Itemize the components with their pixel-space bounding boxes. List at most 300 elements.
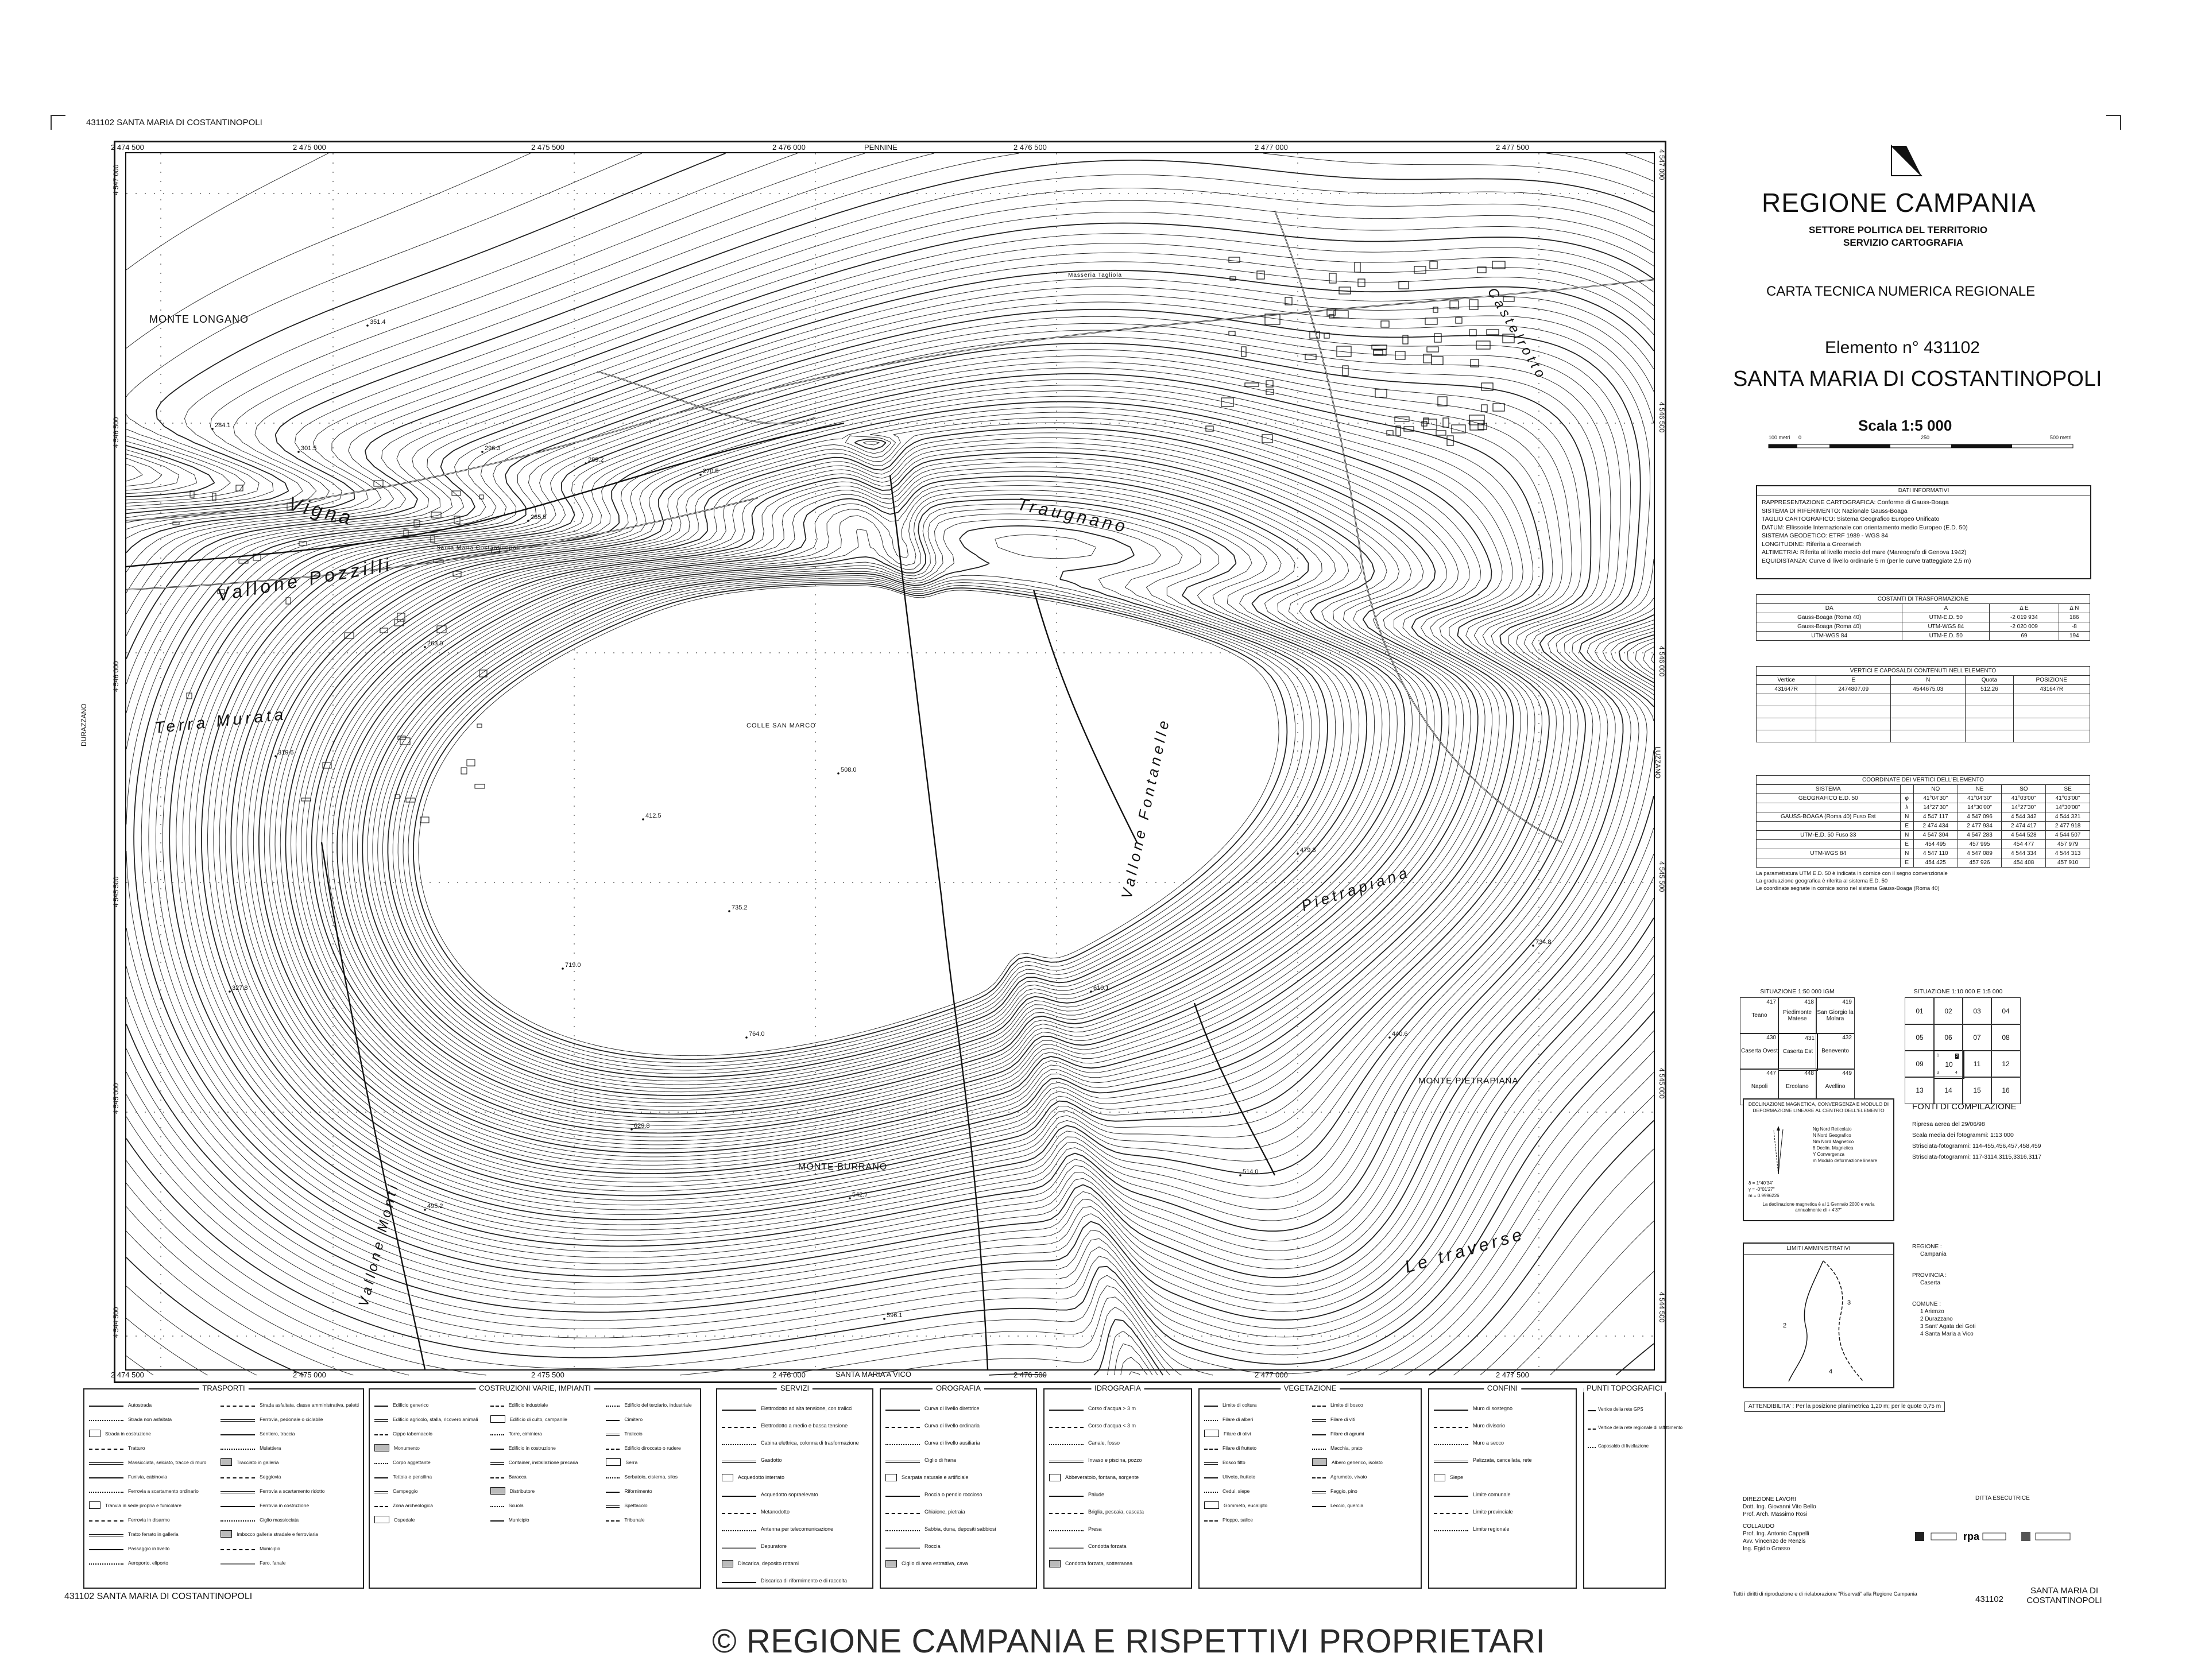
legend-item xyxy=(1049,1417,1187,1434)
situazione-10000 xyxy=(1892,989,2024,1115)
dept-line-1: SETTORE POLITICA DEL TERRITORIO xyxy=(1809,224,1988,235)
legend-symbol xyxy=(1204,1417,1218,1421)
legend-label: Ferrovia, pedonale o ciclabile xyxy=(260,1416,323,1422)
building xyxy=(301,798,311,801)
comune-item: 1 Arienzo xyxy=(1920,1309,1944,1315)
dati-line: SISTEMA GEODETICO: ETRF 1989 - WGS 84 xyxy=(1762,532,1888,539)
road-center xyxy=(126,280,1654,521)
situazione-10k-cell: 15 xyxy=(1962,1077,1992,1104)
legend-item xyxy=(885,1555,1032,1572)
sheet-code-bottom-right: 431102 xyxy=(1975,1594,2003,1604)
situazione-sub: 4 xyxy=(1955,1070,1958,1075)
rights-text: Tutti i diritti di riproduzione e di rielaborazione "Riservati" alla Regione Campania xyxy=(1733,1591,1917,1597)
table-cell: 2 474 434 xyxy=(1913,822,1958,831)
legend-label: Ospedale xyxy=(394,1516,415,1523)
legend-label: Limite regionale xyxy=(1473,1526,1510,1532)
legend-item xyxy=(722,1434,869,1451)
legend-label: Muro a secco xyxy=(1473,1440,1504,1446)
road xyxy=(1275,211,1562,842)
spot-height-dot xyxy=(481,451,483,453)
legend-label: Faro, fanale xyxy=(260,1559,286,1566)
legend-symbol xyxy=(606,1403,620,1407)
compass-diagram-icon xyxy=(1761,1125,1796,1176)
legend-symbol xyxy=(885,1407,920,1411)
spot-height-label: 301.5 xyxy=(301,445,317,452)
contour-line xyxy=(126,234,1654,1312)
contour-line xyxy=(202,343,1591,1220)
legend-item xyxy=(89,1426,215,1441)
legend-label: Spettacolo xyxy=(624,1502,648,1508)
legend-item xyxy=(885,1469,1032,1486)
table-cell: UTM-E.D. 50 xyxy=(1902,632,1990,641)
legend-item xyxy=(490,1441,603,1455)
legend-label: Muro di sostegno xyxy=(1473,1406,1513,1411)
spot-height-dot xyxy=(1239,1174,1241,1176)
place-name: Vallone Monti xyxy=(355,1180,402,1309)
legend-symbol xyxy=(885,1474,897,1481)
stream xyxy=(1034,590,1137,842)
spot-height-dot xyxy=(1090,990,1092,993)
table-cell: 4 544 507 xyxy=(2046,831,2090,840)
legend-costruzioni xyxy=(369,1384,701,1589)
legend-item xyxy=(1204,1398,1309,1412)
situazione-10k-cell: 08 xyxy=(1991,1024,2021,1051)
table-cell xyxy=(1757,803,1901,812)
legend-item xyxy=(220,1527,359,1541)
table-cell: UTM-E.D. 50 Fuso 33 xyxy=(1757,831,1901,840)
legend-symbol xyxy=(1312,1503,1326,1507)
table-cell: E xyxy=(1900,858,1913,868)
situazione-number: 431 xyxy=(1805,1035,1815,1042)
place-name: Terra Murata xyxy=(153,704,288,737)
legend-label: Pioppo, salice xyxy=(1223,1516,1253,1523)
contour-line xyxy=(208,350,1581,1215)
legend-item xyxy=(606,1469,696,1484)
dept-line-2: SERVIZIO CARTOGRAFIA xyxy=(1843,237,1964,248)
coordinate-vertici-box xyxy=(1756,775,2090,892)
table-cell: 194 xyxy=(2059,632,2090,641)
legend-symbol xyxy=(885,1527,920,1531)
vertici-title: VERTICI E CAPOSALDI CONTENUTI NELL'ELEMENTO xyxy=(1757,667,2090,676)
spot-height-dot xyxy=(837,772,840,775)
legend-label: Palizzata, cancellata, rete xyxy=(1473,1457,1532,1463)
legend-symbol xyxy=(374,1431,388,1435)
neighbor-north: PENNINE xyxy=(864,143,898,152)
legend-label: Ghiaione, pietraia xyxy=(924,1509,965,1515)
legend-label: Curva di livello ordinaria xyxy=(924,1423,980,1429)
legend-label: Filare di viti xyxy=(1330,1416,1355,1422)
legend-label: Cedui, siepe xyxy=(1223,1488,1250,1494)
legend-symbol xyxy=(374,1416,388,1422)
comune-item: 3 Sant' Agata dei Goti xyxy=(1920,1323,1976,1330)
spot-height-dot xyxy=(745,1036,748,1039)
spot-height-dot xyxy=(883,1318,885,1320)
dati-line: ALTIMETRIA: Riferita al livello medio del mare (Mareografo di Genova 1942) xyxy=(1762,549,1967,556)
building xyxy=(1221,398,1233,407)
region-title: REGIONE CAMPANIA xyxy=(1762,188,2036,218)
situazione-number: 417 xyxy=(1766,998,1776,1005)
table-cell: GEOGRAFICO E.D. 50 xyxy=(1757,794,1901,803)
table-cell: 4 544 321 xyxy=(2046,812,2090,822)
table-cell: 454 425 xyxy=(1913,858,1958,868)
comune-label: COMUNE : xyxy=(1912,1301,1941,1307)
contour-line xyxy=(141,278,1654,1269)
legend-symbol xyxy=(1204,1489,1218,1493)
legend-symbol xyxy=(220,1488,255,1493)
situazione-10k-cell: 09 xyxy=(1905,1050,1935,1078)
coordinate-note: La parametratura UTM E.D. 50 è indicata in cornice con il segno convenzionale xyxy=(1756,870,1948,877)
regione-label: REGIONE : xyxy=(1912,1244,1942,1250)
table-cell: 4544675.03 xyxy=(1891,685,1966,694)
situazione-10k-cell: 03 xyxy=(1962,997,1992,1025)
situazione-number: 448 xyxy=(1804,1070,1814,1077)
building xyxy=(1434,334,1441,342)
table-header: POSIZIONE xyxy=(2013,676,2090,685)
fonti-line: Ripresa aerea del 29/06/98 xyxy=(1912,1121,1985,1128)
building xyxy=(1358,279,1365,287)
legend-symbol xyxy=(374,1444,389,1451)
spot-height-label: 327.8 xyxy=(232,985,248,992)
legend-label: Elettrodotto a medio e bassa tensione xyxy=(761,1423,848,1429)
situazione-number: 419 xyxy=(1842,998,1852,1005)
legend-symbol xyxy=(220,1546,255,1550)
sheet-label-top: 431102 SANTA MARIA DI COSTANTINOPOLI xyxy=(86,118,262,127)
contour-line xyxy=(398,578,1312,1070)
contour-line xyxy=(248,391,1528,1183)
legend-symbol xyxy=(1204,1518,1218,1522)
legend-item xyxy=(220,1426,359,1441)
legend-item xyxy=(490,1498,603,1512)
legend-servizi-title: SERVIZI xyxy=(777,1384,813,1392)
table-cell: Gauss-Boaga (Roma 40) xyxy=(1757,613,1902,622)
legend-symbol xyxy=(722,1544,756,1549)
grid-label: 4 546 000 xyxy=(1658,646,1666,677)
dati-informativi-box xyxy=(1756,485,2091,579)
situazione-10k-cell: 16 xyxy=(1991,1077,2021,1104)
legend-symbol xyxy=(374,1516,389,1523)
spot-height-label: 270.5 xyxy=(703,468,719,475)
table-cell: 4 544 528 xyxy=(2002,831,2046,840)
situazione-10k-cell: 11 xyxy=(1962,1050,1992,1078)
contour-line xyxy=(275,417,1492,1161)
contour-line xyxy=(126,464,142,481)
legend-item xyxy=(1049,1451,1187,1469)
building xyxy=(479,495,483,499)
table-header: N xyxy=(1891,676,1966,685)
legend-item xyxy=(89,1498,215,1512)
legend-label: Traliccio xyxy=(624,1430,643,1437)
declinazione-box xyxy=(1743,1098,1894,1221)
spot-height-dot xyxy=(424,1209,426,1211)
spot-height-dot xyxy=(1297,853,1299,855)
spot-height-dot xyxy=(211,428,214,430)
legend-symbol xyxy=(606,1446,620,1450)
building xyxy=(1425,318,1437,324)
fonti-line: Strisciata-fotogrammi: 114-455,456,457,458,459 xyxy=(1912,1143,2041,1149)
legend-item xyxy=(1434,1469,1572,1486)
situazione-10000-title: SITUAZIONE 1:10 000 E 1:5 000 xyxy=(1913,988,2003,995)
table-cell: 4 547 089 xyxy=(1958,849,2002,858)
legend-label: Muro divisorio xyxy=(1473,1423,1506,1429)
neighbor-west: DURAZZANO xyxy=(80,703,88,746)
table-cell: -2 020 009 xyxy=(1990,622,2059,632)
legend-symbol xyxy=(1049,1458,1084,1463)
building xyxy=(1443,418,1449,427)
table-row xyxy=(1757,613,2090,622)
legend-symbol xyxy=(1434,1424,1468,1428)
legend-symbol xyxy=(1312,1403,1326,1407)
legend-label: Metanodotto xyxy=(761,1509,790,1515)
legend-item xyxy=(606,1498,696,1512)
collaudo-title: COLLAUDO xyxy=(1743,1523,1775,1530)
scalebar-label-mid: 250 xyxy=(1921,435,1930,440)
legend-symbol xyxy=(89,1474,123,1478)
dati-line: DATUM: Ellissoide Internazionale con orientamento medio Europeo (E.D. 50) xyxy=(1762,524,1968,531)
legend-item xyxy=(220,1441,359,1455)
legend-symbol xyxy=(1049,1544,1084,1549)
building xyxy=(1422,421,1427,426)
place-name: Pietrapiana xyxy=(1299,863,1413,915)
legend-label: Edificio in costruzione xyxy=(508,1445,556,1451)
situazione-10k-cell: 02 xyxy=(1933,997,1963,1025)
legend-item xyxy=(1434,1400,1572,1417)
legend-symbol xyxy=(374,1474,388,1478)
table-header: Δ N xyxy=(2059,604,2090,613)
spot-height-label: 285.5 xyxy=(531,514,547,521)
legend-symbol xyxy=(1434,1441,1468,1445)
legend-item xyxy=(1312,1426,1417,1441)
legend-item xyxy=(89,1541,215,1555)
table-cell: 4 547 283 xyxy=(1958,831,2002,840)
building xyxy=(477,724,482,727)
situazione-number: 418 xyxy=(1804,998,1814,1005)
legend-symbol xyxy=(220,1403,255,1407)
legend-item xyxy=(885,1417,1032,1434)
legend-symbol xyxy=(606,1431,620,1436)
legend-symbol xyxy=(1312,1446,1326,1450)
legend-item xyxy=(885,1400,1032,1417)
table-row xyxy=(1757,803,2090,812)
contour-line xyxy=(126,175,1654,1355)
legend-confini xyxy=(1428,1384,1577,1589)
ditta-title: DITTA ESECUTRICE xyxy=(1975,1495,2030,1501)
legend-symbol xyxy=(1312,1488,1326,1493)
legend-item xyxy=(89,1469,215,1484)
legend-item xyxy=(374,1469,487,1484)
spot-height-dot xyxy=(1532,944,1534,947)
legend-item xyxy=(722,1572,869,1589)
spot-height-label: 479.3 xyxy=(1300,847,1316,854)
legend-item xyxy=(490,1484,603,1498)
legend-item xyxy=(374,1412,487,1426)
table-row xyxy=(1757,840,2090,849)
situazione-name: Ercolano xyxy=(1786,1083,1809,1090)
legend-symbol xyxy=(220,1518,255,1522)
contour-line xyxy=(126,458,162,486)
building xyxy=(1423,418,1429,423)
legend-label: Filare di olivi xyxy=(1224,1430,1251,1437)
legend-item xyxy=(374,1426,487,1441)
legend-item xyxy=(374,1455,487,1469)
legend-item xyxy=(1204,1484,1309,1498)
place-name: Le traverse xyxy=(1402,1224,1527,1277)
legend-label: Ciglio di frana xyxy=(924,1457,957,1463)
building xyxy=(1430,261,1437,269)
legend-item xyxy=(490,1426,603,1441)
legend-symbol xyxy=(885,1458,920,1463)
building xyxy=(1266,381,1273,387)
table-cell: UTM-E.D. 50 xyxy=(1902,613,1990,622)
neighbor-south: SANTA MARIA A VICO xyxy=(835,1370,911,1379)
building xyxy=(1433,307,1438,312)
contour-line xyxy=(358,495,1375,1100)
table-cell: Gauss-Boaga (Roma 40) xyxy=(1757,622,1902,632)
legend-symbol xyxy=(885,1424,920,1428)
legend-label: Ferrovia in disarmo xyxy=(128,1516,170,1523)
fonti-title: FONTI DI COMPILAZIONE xyxy=(1912,1102,2017,1112)
table-cell: 454 495 xyxy=(1913,840,1958,849)
legend-label: Antenna per telecomunicazione xyxy=(761,1526,834,1532)
building xyxy=(1469,300,1478,309)
spot-height-dot xyxy=(642,818,644,820)
legend-symbol xyxy=(1049,1510,1084,1514)
legend-symbol xyxy=(1312,1431,1326,1435)
spot-height-label: 289.2 xyxy=(588,456,604,463)
legend-item xyxy=(1049,1520,1187,1538)
legend-symbol xyxy=(722,1560,733,1567)
contour-line xyxy=(378,514,1344,1085)
table-header: E xyxy=(1816,676,1891,685)
legend-symbol xyxy=(374,1403,388,1407)
legend-label: Filare di agrumi xyxy=(1330,1430,1364,1437)
legend-label: Municipio xyxy=(260,1545,280,1551)
legend-symbol xyxy=(1204,1474,1218,1478)
place-name: MONTE LONGANO xyxy=(149,313,249,325)
legend-symbol xyxy=(1049,1441,1084,1445)
building xyxy=(1334,311,1348,318)
situazione-number: 449 xyxy=(1842,1070,1852,1077)
grid-label: 2 476 000 xyxy=(772,1371,806,1379)
situazione-10k-cell: 06 xyxy=(1933,1024,1963,1051)
dati-line: EQUIDISTANZA: Curve di livello ordinarie 5 m (per le curve tratteggiate 2,5 m) xyxy=(1762,557,1971,564)
legend-label: Corso d'acqua < 3 m xyxy=(1088,1423,1136,1429)
place-names xyxy=(149,272,1550,1308)
legend-item xyxy=(1204,1469,1309,1484)
legend-symbol xyxy=(606,1474,620,1478)
legend-item xyxy=(885,1538,1032,1555)
contour-line xyxy=(291,433,1471,1149)
legend-label: Discarica di riformimento e di raccolta xyxy=(761,1578,848,1584)
table-cell: 457 926 xyxy=(1958,858,2002,868)
contractor-logos xyxy=(1915,1527,2087,1550)
declinazione-title: DECLINAZIONE MAGNETICA, CONVERGENZA E MODULO DI DEFORMAZIONE LINEARE AL CENTRO DELL'ELEMENTO xyxy=(1748,1101,1889,1113)
legend-symbol xyxy=(606,1518,620,1522)
legend-item xyxy=(220,1555,359,1570)
legend-symbol xyxy=(1434,1474,1445,1481)
situazione-number: 447 xyxy=(1766,1070,1776,1077)
spot-height-dot xyxy=(585,462,587,464)
legend-symbol xyxy=(1204,1430,1219,1437)
building xyxy=(1427,347,1438,352)
spot-height-label: 719.0 xyxy=(565,962,581,969)
provincia-label: PROVINCIA : xyxy=(1912,1272,1947,1279)
spot-height-label: 764.0 xyxy=(749,1031,765,1038)
building xyxy=(1436,431,1446,435)
grid-label: 2 475 500 xyxy=(531,1371,564,1379)
contour-line xyxy=(214,356,1572,1210)
situazione-name: Benevento xyxy=(1821,1048,1849,1054)
legend-item xyxy=(722,1486,869,1503)
table-cell: 14°30'00" xyxy=(1958,803,2002,812)
table-row xyxy=(1757,685,2090,694)
spot-height-label: 263.0 xyxy=(427,640,443,647)
legend-symbol xyxy=(220,1446,255,1450)
table-cell: UTM-WGS 84 xyxy=(1757,632,1902,641)
table-cell: 4 544 313 xyxy=(2046,849,2090,858)
legend-label: Tratto ferrato in galleria xyxy=(128,1531,179,1537)
table-cell: N xyxy=(1900,831,1913,840)
building xyxy=(1456,318,1462,323)
legend-label: Edificio agricolo, stalla, ricovero animali xyxy=(393,1416,478,1422)
fonti-line: Scala media dei fotogrammi: 1:13 000 xyxy=(1912,1132,2014,1139)
element-name: SANTA MARIA DI COSTANTINOPOLI xyxy=(1733,367,2102,391)
legend-symbol xyxy=(220,1560,255,1565)
table-header: NO xyxy=(1913,785,1958,794)
admin-boundaries-map xyxy=(1748,1259,1889,1383)
table-cell: 4 547 096 xyxy=(1958,812,2002,822)
situazione-name: Piedimonte Matese xyxy=(1782,1009,1812,1022)
legend-label: Acquedotto interrato xyxy=(738,1474,785,1480)
table-row xyxy=(1757,812,2090,822)
legend-symbol xyxy=(722,1458,756,1463)
legend-label: Palude xyxy=(1088,1492,1105,1497)
legend-symbol xyxy=(1434,1510,1468,1514)
legend-label: Serra xyxy=(625,1459,638,1465)
spot-height-dot xyxy=(424,646,426,648)
legend-symbol xyxy=(490,1446,504,1450)
copyright-watermark: © REGIONE CAMPANIA E RISPETTIVI PROPRIETARI xyxy=(712,1623,1546,1660)
place-name: Vallone Pozzilli xyxy=(215,553,394,605)
legend-label: Distributore xyxy=(509,1488,535,1494)
situazione-50000-title: SITUAZIONE 1:50 000 IGM xyxy=(1760,988,1835,995)
legend-item xyxy=(1312,1441,1417,1455)
legend-item xyxy=(1049,1400,1187,1417)
legend-label: Monumento xyxy=(394,1445,420,1451)
legend-symbol xyxy=(89,1561,123,1565)
legend-label: Limite provinciale xyxy=(1473,1509,1513,1515)
legend-symbol xyxy=(1312,1416,1326,1422)
spot-height-label: 495.2 xyxy=(427,1203,443,1210)
svg-text:2: 2 xyxy=(1783,1322,1787,1329)
legend-item xyxy=(1434,1434,1572,1451)
situazione-number: 432 xyxy=(1842,1034,1852,1041)
legend-symbol xyxy=(89,1446,123,1450)
legend-symbol xyxy=(1049,1407,1084,1411)
building xyxy=(1355,262,1360,272)
table-header: Δ E xyxy=(1990,604,2059,613)
contour-line xyxy=(126,200,1654,1337)
table-row xyxy=(1757,632,2090,641)
table-cell: E xyxy=(1900,840,1913,849)
topographic-map[interactable] xyxy=(126,153,1654,1369)
table-header: Quota xyxy=(1966,676,2013,685)
contour-line xyxy=(242,385,1535,1187)
contour-line xyxy=(126,446,1654,1375)
spot-height-label: 735.2 xyxy=(732,904,748,911)
legend-item xyxy=(722,1503,869,1520)
table-header: NE xyxy=(1958,785,2002,794)
declinazione-value: m = 0.9996226 xyxy=(1748,1193,1780,1198)
